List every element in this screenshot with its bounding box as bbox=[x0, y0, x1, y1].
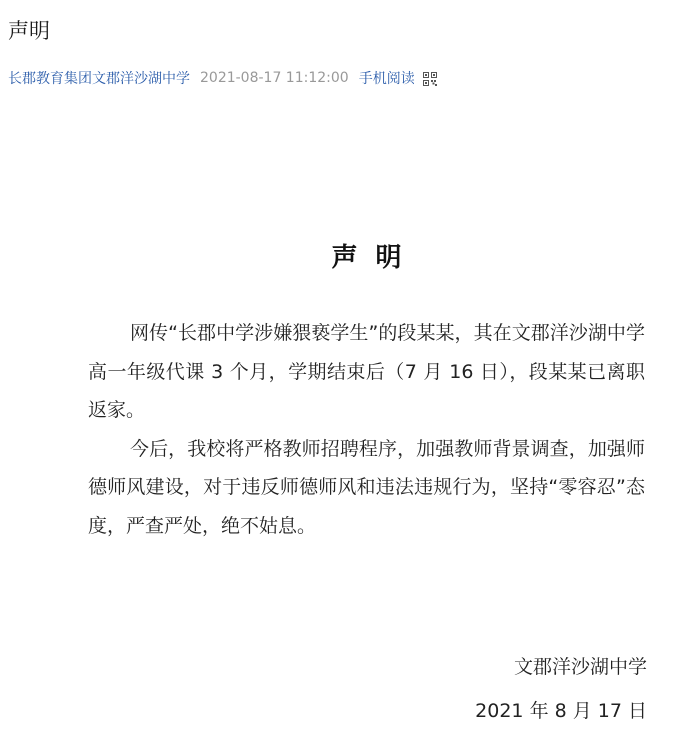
publish-time: 2021-08-17 11:12:00 bbox=[200, 70, 349, 86]
article-body bbox=[88, 238, 645, 545]
qr-code-icon[interactable] bbox=[423, 72, 437, 86]
mobile-read-link[interactable] bbox=[359, 68, 437, 88]
article-title: 声明 bbox=[331, 243, 420, 273]
mobile-read-label[interactable]: 手机阅读 bbox=[358, 71, 415, 87]
page-title: 声明 bbox=[8, 19, 50, 43]
signature-date: 2021 年 8 月 17 日 bbox=[475, 700, 647, 722]
paragraph: 今后，我校将严格教师招聘程序，加强教师背景调查，加强师德师风建设，对于违反师德师风和违法违规行为，坚持“零容忍”态度，严查严处，绝不姑息。 bbox=[88, 437, 645, 537]
signature-org: 文郡洋沙湖中学 bbox=[513, 656, 647, 678]
paragraph: 网传“长郡中学涉嫌猥亵学生”的段某某，其在文郡洋沙湖中学高一年级代课 3 个月，学期结束后（7 月 16 日），段某某已离职返家。 bbox=[88, 322, 645, 421]
source-link[interactable]: 长郡教育集团文郡洋沙湖中学 bbox=[8, 71, 190, 87]
signature bbox=[475, 645, 647, 733]
article-meta bbox=[8, 66, 437, 90]
